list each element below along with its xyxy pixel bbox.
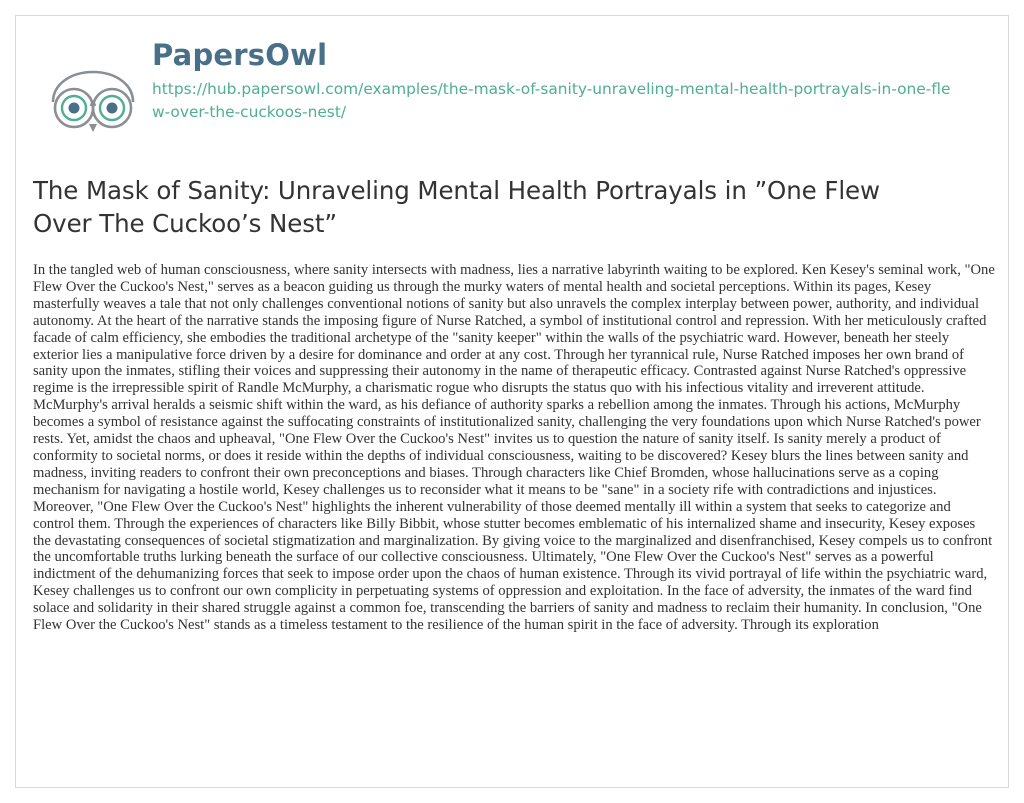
essay-title: The Mask of Sanity: Unraveling Mental Health Portrayals in ”One Flew Over The Cuckoo’s Nest” [33,176,880,238]
brand-name[interactable]: PapersOwl [152,38,328,72]
essay-body: In the tangled web of human consciousness, where sanity intersects with madness, lies a narrative labyrinth waiting to be explored. Ken Kesey's seminal work, "One Flew Over the Cuckoo's Nest," serves as a beacon guiding us through the murky waters of mental health and societal perceptions. Within its pages, Kesey masterfully weaves a tale that not only challenges conventional notions of sanity but also unravels the complex interplay between power, authority, and individual autonomy. At the heart of the narrative stands the imposing figure of Nurse Ratched, a symbol of institutional control and repression. With her meticulously crafted facade of calm efficiency, she embodies the traditional archetype of the "sanity keeper" within the walls of the psychiatric ward. However, beneath her steely exterior lies a manipulative force driven by a desire for dominance and order at any cost. Through her tyrannical rule, Nurse Ratched imposes her own brand of sanity upon the inmates, stifling their voices and suppressing their autonomy in the name of therapeutic efficacy. Contrasted against Nurse Ratched's oppressive regime is the irrepressible spirit of Randle McMurphy, a charismatic rogue who disrupts the status quo with his infectious vitality and irreverent attitude. McMurphy's arrival heralds a seismic shift within the ward, as his defiance of authority sparks a rebellion among the inmates. Through his actions, McMurphy becomes a symbol of resistance against the suffocating constraints of institutionalized sanity, challenging the very foundations upon which Nurse Ratched's power rests. Yet, amidst the chaos and upheaval, "One Flew Over the Cuckoo's Nest" invites us to question the nature of sanity itself. Is sanity merely a product of conformity to societal norms, or does it reside within the depths of individual consciousness, waiting to be discovered? Kesey blurs the lines between sanity and madness, inviting readers to confront their own preconceptions and biases. Through characters like Chief Bromden, whose hallucinations serve as a coping mechanism for navigating a hostile world, Kesey challenges us to reconsider what it means to be "sane" in a society rife with contradictions and injustices. Moreover, "One Flew Over the Cuckoo's Nest" highlights the inherent vulnerability of those deemed mentally ill within a system that seeks to categorize and control them. Through the experiences of characters like Billy Bibbit, whose stutter becomes emblematic of his internalized shame and insecurity, Kesey exposes the devastating consequences of societal stigmatization and marginalization. By giving voice to the marginalized and disenfranchised, Kesey compels us to confront the uncomfortable truths lurking beneath the surface of our collective consciousness. Ultimately, "One Flew Over the Cuckoo's Nest" serves as a powerful indictment of the dehumanizing forces that seek to impose order upon the chaos of human existence. Through its vivid portrayal of life within the psychiatric ward, Kesey challenges us to confront our own complicity in perpetuating systems of oppression and exploitation. In the face of adversity, the inmates of the ward find solace and solidarity in their shared struggle against a common foe, transcending the barriers of sanity and madness to reclaim their humanity. In conclusion, "One Flew Over the Cuckoo's Nest" stands as a timeless testament to the resilience of the human spirit in the face of adversity. Through its exploration [33,262,995,634]
header [33,38,993,158]
source-url-link[interactable]: https://hub.papersowl.com/examples/the-mask-of-sanity-unraveling-mental-health-portrayals-in-one-flew-over-the-cuckoos-nest/ [152,80,951,121]
owl-glasses-icon [47,66,139,144]
